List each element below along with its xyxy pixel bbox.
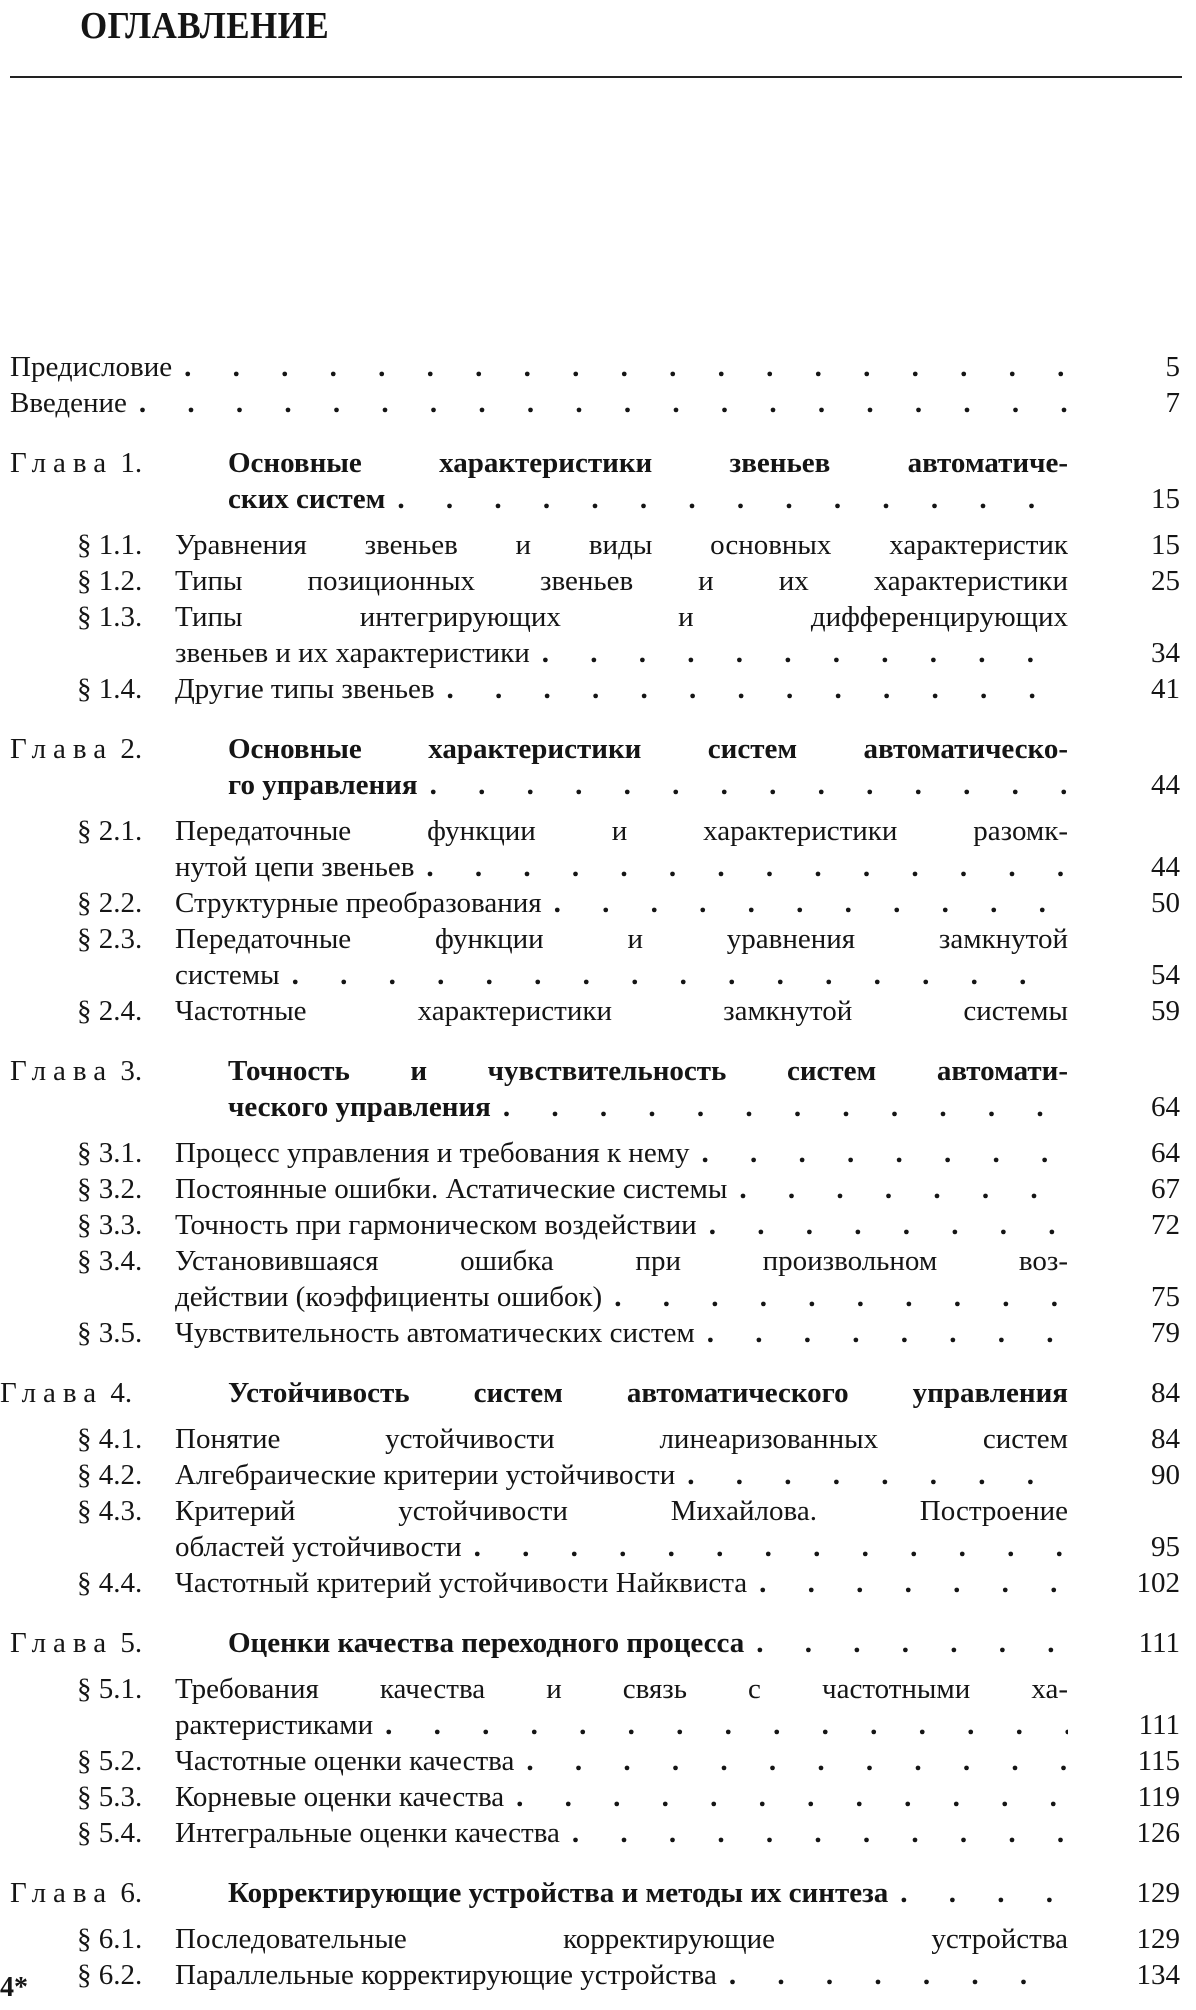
entry-title-text: Интегральные оценки качества: [175, 1817, 560, 1849]
entry-title-line: Основные характеристики звеньев автоматиче-: [228, 447, 1068, 479]
dot-leader: [697, 1207, 1068, 1243]
page-number: 7: [1165, 387, 1180, 419]
entry-title-line: [175, 1421, 1068, 1457]
section-entry[interactable]: [77, 1135, 1180, 1171]
page-number: 34: [1151, 637, 1180, 669]
page-number: 75: [1151, 1281, 1180, 1313]
entry-title-text: Частотные характеристики замкнутой системы: [175, 995, 1068, 1027]
section-entry[interactable]: [77, 1421, 1180, 1457]
section-number: § 3.5.: [77, 1317, 143, 1349]
page-number: 129: [1136, 1923, 1180, 1955]
dot-leader: [530, 635, 1068, 671]
signature-mark: 4*: [0, 1972, 28, 2003]
chapter-entry[interactable]: [10, 445, 1180, 517]
page-number: 111: [1138, 1627, 1180, 1659]
page-number: 15: [1151, 483, 1180, 515]
entry-title-text: Параллельные корректирующие устройства: [175, 1959, 717, 1991]
entry-title-text: Процесс управления и требования к нему: [175, 1137, 690, 1169]
dot-leader: [717, 1957, 1068, 1993]
entry-title-text: Оценки качества переходного процесса: [228, 1627, 745, 1659]
title-rule: [10, 76, 1182, 78]
page-number: 90: [1151, 1459, 1180, 1491]
section-number: § 1.3.: [77, 601, 143, 633]
page-number: 84: [1151, 1377, 1180, 1409]
page-number: 15: [1151, 529, 1180, 561]
entry-title-text: ских систем: [228, 483, 386, 515]
entry-title-line: [175, 957, 1068, 993]
dot-leader: [418, 767, 1068, 803]
dot-leader: [504, 1779, 1068, 1815]
entry-title-text: Корректирующие устройства и методы их синтеза: [228, 1877, 889, 1909]
page-number: 59: [1151, 995, 1180, 1027]
dot-leader: [560, 1815, 1068, 1851]
section-entry[interactable]: [77, 1565, 1180, 1601]
entry-title-text: Устойчивость систем автоматического управления: [228, 1377, 1068, 1409]
section-entry[interactable]: [77, 993, 1180, 1029]
entry-title-text: Уравнения звеньев и виды основных характеристик: [175, 529, 1068, 561]
section-entry[interactable]: [77, 599, 1180, 671]
entry-title-line: [175, 1171, 1068, 1207]
entry-title-line: [175, 1135, 1068, 1171]
entry-title-line: [175, 527, 1068, 563]
page-number: 41: [1151, 673, 1180, 705]
section-number: § 1.1.: [77, 529, 143, 561]
section-number: § 4.4.: [77, 1567, 143, 1599]
section-number: § 5.1.: [77, 1673, 143, 1705]
section-entry[interactable]: [77, 1243, 1180, 1315]
dot-leader: [385, 481, 1068, 517]
entry-title-line: [175, 1957, 1068, 1993]
dot-leader: [675, 1457, 1068, 1493]
page-number: 54: [1151, 959, 1180, 991]
section-number: § 5.2.: [77, 1745, 143, 1777]
section-number: § 6.1.: [77, 1923, 143, 1955]
page-number: 111: [1138, 1709, 1180, 1741]
section-entry[interactable]: [77, 1493, 1180, 1565]
entry-title-line: [228, 1625, 1068, 1661]
entry-title-line: Точность и чувствительность систем автомати-: [228, 1055, 1068, 1087]
entry-title-text: нутой цепи звеньев: [175, 851, 415, 883]
section-entry[interactable]: [77, 1671, 1180, 1743]
dot-leader: [172, 349, 1068, 385]
section-number: § 2.1.: [77, 815, 143, 847]
section-number: § 5.4.: [77, 1817, 143, 1849]
section-entry[interactable]: [77, 1743, 1180, 1779]
chapter-number: 4.: [110, 1377, 133, 1409]
entry-title-text: Предисловие: [10, 351, 173, 383]
section-number: § 2.2.: [77, 887, 143, 919]
entry-title-line: Передаточные функции и уравнения замкнутой: [175, 923, 1068, 955]
section-number: § 1.2.: [77, 565, 143, 597]
dot-leader: [747, 1565, 1068, 1601]
entry-title-text: го управления: [228, 769, 418, 801]
chapter-label: [10, 1053, 142, 1089]
entry-title-line: [175, 1743, 1068, 1779]
section-number: § 2.4.: [77, 995, 143, 1027]
entry-title-line: [228, 1875, 1068, 1911]
page-number: 84: [1151, 1423, 1180, 1455]
chapter-word: Глава: [10, 1877, 114, 1909]
section-number: § 5.3.: [77, 1781, 143, 1813]
chapter-block: [0, 1375, 1196, 1601]
entry-title-text: Частотный критерий устойчивости Найквиста: [175, 1567, 748, 1599]
section-number: § 3.3.: [77, 1209, 143, 1241]
section-number: § 2.3.: [77, 923, 143, 955]
dot-leader: [727, 1171, 1068, 1207]
section-entry[interactable]: [77, 1457, 1180, 1493]
entry-title-line: [228, 1089, 1068, 1125]
page-number: 126: [1136, 1817, 1180, 1849]
chapter-word: Глава: [10, 447, 114, 479]
section-number: § 6.2.: [77, 1959, 143, 1991]
entry-title-line: [175, 1529, 1068, 1565]
page-number: 72: [1151, 1209, 1180, 1241]
section-entry[interactable]: [77, 1921, 1180, 1957]
dot-leader: [414, 849, 1068, 885]
entry-title-text: ческого управления: [228, 1091, 491, 1123]
dot-leader: [888, 1875, 1068, 1911]
entry-title-line: [175, 635, 1068, 671]
chapter-label: [10, 445, 142, 481]
chapter-number: 3.: [120, 1055, 143, 1087]
chapter-label: [0, 1375, 132, 1411]
entry-title-line: [175, 1315, 1068, 1351]
chapter-entry[interactable]: [10, 1053, 1180, 1125]
page-number: 129: [1136, 1877, 1180, 1909]
page-number: 95: [1151, 1531, 1180, 1563]
entry-title-line: Требования качества и связь с частотными ха-: [175, 1673, 1068, 1705]
page-number: 79: [1151, 1317, 1180, 1349]
entry-title-text: Постоянные ошибки. Астатические системы: [175, 1173, 728, 1205]
dot-leader: [280, 957, 1068, 993]
entry-title-text: звеньев и их характеристики: [175, 637, 530, 669]
entry-title-text: рактеристиками: [175, 1709, 374, 1741]
entry-title-line: [228, 1375, 1068, 1411]
chapter-number: 5.: [120, 1627, 143, 1659]
section-entry[interactable]: [77, 1315, 1180, 1351]
section-entry[interactable]: [77, 1815, 1180, 1851]
dot-leader: [491, 1089, 1068, 1125]
entry-title-text: Структурные преобразования: [175, 887, 542, 919]
entry-title-line: [175, 671, 1068, 707]
section-entry[interactable]: [77, 885, 1180, 921]
entry-title-line: [175, 1565, 1068, 1601]
section-entry[interactable]: [77, 563, 1180, 599]
chapter-entry[interactable]: [10, 1625, 1180, 1661]
entry-title-line: [175, 993, 1068, 1029]
toc-entry-introduction[interactable]: [10, 385, 1180, 421]
entry-title-text: Понятие устойчивости линеаризованных систем: [175, 1423, 1068, 1455]
entry-title-text: Типы позиционных звеньев и их характеристики: [175, 565, 1068, 597]
entry-title-line: [175, 1779, 1068, 1815]
section-entry[interactable]: [77, 1207, 1180, 1243]
entry-title-text: Алгебраические критерии устойчивости: [175, 1459, 676, 1491]
entry-title-line: [175, 1279, 1068, 1315]
page-number: 64: [1151, 1091, 1180, 1123]
chapter-label: [10, 1875, 142, 1911]
section-number: § 3.4.: [77, 1245, 143, 1277]
section-entry[interactable]: [77, 813, 1180, 885]
page-title: ОГЛАВЛЕНИЕ: [80, 5, 330, 47]
entry-title-line: [175, 849, 1068, 885]
entry-title-line: [175, 1921, 1068, 1957]
dot-leader: [127, 385, 1068, 421]
page-number: 50: [1151, 887, 1180, 919]
dot-leader: [690, 1135, 1068, 1171]
chapter-word: Глава: [10, 1627, 114, 1659]
chapter-word: Глава: [0, 1377, 104, 1409]
page-number: 5: [1165, 351, 1180, 383]
section-number: § 3.2.: [77, 1173, 143, 1205]
chapter-entry[interactable]: [10, 731, 1180, 803]
section-number: § 1.4.: [77, 673, 143, 705]
section-entry[interactable]: [77, 1779, 1180, 1815]
entry-title-line: [175, 563, 1068, 599]
chapter-label: [10, 731, 142, 767]
chapter-block: [0, 731, 1196, 1029]
entry-title-text: Введение: [10, 387, 127, 419]
chapter-number: 6.: [120, 1877, 143, 1909]
page-number: 25: [1151, 565, 1180, 597]
table-of-contents: [0, 349, 1196, 1993]
chapter-entry[interactable]: [10, 1875, 1180, 1911]
chapter-word: Глава: [10, 1055, 114, 1087]
entry-title-text: Последовательные корректирующие устройства: [175, 1923, 1068, 1955]
entry-title-text: Чувствительность автоматических систем: [175, 1317, 695, 1349]
chapter-block: [0, 1875, 1196, 1993]
chapter-label: [10, 1625, 142, 1661]
dot-leader: [602, 1279, 1068, 1315]
dot-leader: [542, 885, 1068, 921]
section-number: § 3.1.: [77, 1137, 143, 1169]
section-number: § 4.2.: [77, 1459, 143, 1491]
entry-title-line: [175, 1207, 1068, 1243]
section-number: § 4.3.: [77, 1495, 143, 1527]
page-number: 44: [1151, 851, 1180, 883]
entry-title-line: [175, 885, 1068, 921]
chapter-block: [0, 1625, 1196, 1851]
entry-title-line: [10, 385, 1068, 421]
entry-title-line: [228, 481, 1068, 517]
entry-title-text: областей устойчивости: [175, 1531, 462, 1563]
section-entry[interactable]: [77, 671, 1180, 707]
dot-leader: [695, 1315, 1068, 1351]
section-entry[interactable]: [77, 1957, 1180, 1993]
page-number: 119: [1137, 1781, 1180, 1813]
section-entry[interactable]: [77, 921, 1180, 993]
entry-title-text: Корневые оценки качества: [175, 1781, 505, 1813]
page-number: 67: [1151, 1173, 1180, 1205]
chapter-number: 2.: [120, 733, 143, 765]
chapter-block: [0, 445, 1196, 707]
entry-title-line: [175, 1815, 1068, 1851]
entry-title-line: [175, 1707, 1068, 1743]
entry-title-line: Передаточные функции и характеристики разомк-: [175, 815, 1068, 847]
section-number: § 4.1.: [77, 1423, 143, 1455]
entry-title-text: Точность при гармоническом воздействии: [175, 1209, 697, 1241]
entry-title-text: системы: [175, 959, 280, 991]
entry-title-line: Основные характеристики систем автоматическо-: [228, 733, 1068, 765]
dot-leader: [373, 1707, 1068, 1743]
dot-leader: [514, 1743, 1068, 1779]
dot-leader: [462, 1529, 1068, 1565]
entry-title-line: [175, 1457, 1068, 1493]
page-number: 115: [1137, 1745, 1180, 1777]
page-number: 102: [1136, 1567, 1180, 1599]
chapter-number: 1.: [120, 447, 143, 479]
entry-title-text: действии (коэффициенты ошибок): [175, 1281, 603, 1313]
dot-leader: [435, 671, 1068, 707]
section-entry[interactable]: [77, 527, 1180, 563]
chapter-block: [0, 1053, 1196, 1351]
entry-title-line: [10, 349, 1068, 385]
entry-title-line: [228, 767, 1068, 803]
page-number: 44: [1151, 769, 1180, 801]
entry-title-text: Частотные оценки качества: [175, 1745, 515, 1777]
section-entry[interactable]: [77, 1171, 1180, 1207]
chapter-entry[interactable]: [0, 1375, 1180, 1411]
chapter-word: Глава: [10, 733, 114, 765]
entry-title-line: Критерий устойчивости Михайлова. Построение: [175, 1495, 1068, 1527]
entry-title-line: Типы интегрирующих и дифференцирующих: [175, 601, 1068, 633]
entry-title-text: Другие типы звеньев: [175, 673, 435, 705]
toc-entry-preface[interactable]: [10, 349, 1180, 385]
entry-title-line: Установившаяся ошибка при произвольном воз-: [175, 1245, 1068, 1277]
page-number: 134: [1136, 1959, 1180, 1991]
dot-leader: [744, 1625, 1068, 1661]
page-number: 64: [1151, 1137, 1180, 1169]
